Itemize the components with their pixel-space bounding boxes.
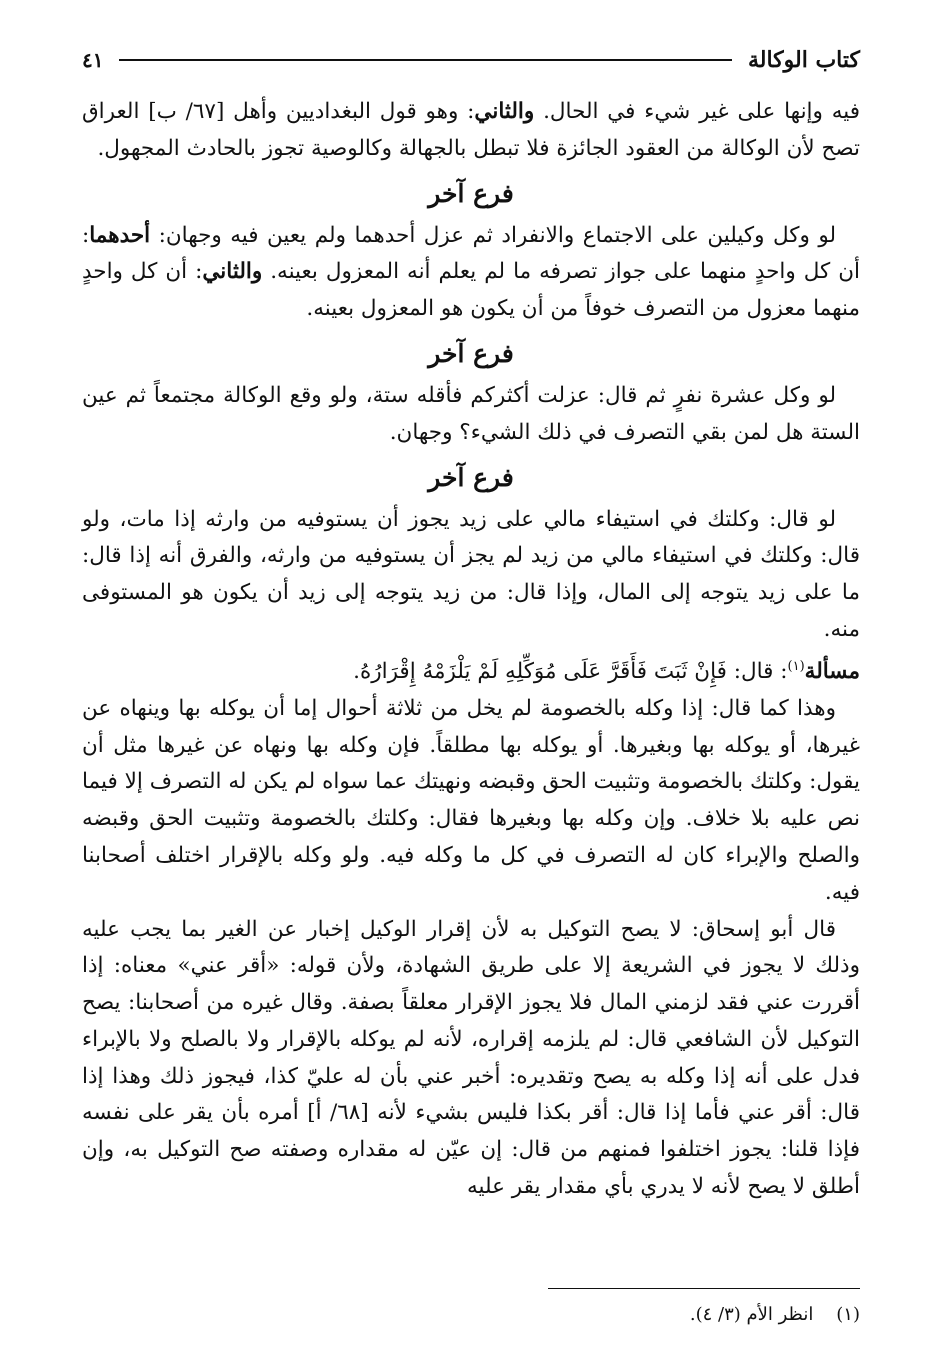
paragraph-1-text-a: فيه وإنها على غير شيء في الحال.	[534, 99, 860, 124]
paragraph-2	[82, 218, 860, 328]
masala-label: مسألة	[804, 658, 860, 684]
footnote-number: (١)	[836, 1304, 860, 1325]
section-heading-3: فرع آخر	[428, 462, 514, 492]
footnote-separator	[548, 1288, 860, 1289]
paragraph-4: لو قال: وكلتك في استيفاء مالي على زيد يجوز أن يستوفيه من وارثه إذا مات، ولو قال: وكلتك في استيفاء مالي من زيد لم يجز أن يستوفيه من وارثه، والفرق أنه إذا قال: ما على زيد يتوجه إلى المال، وإذا قال: من زيد يتوجه إلى زيد أن يكون هو المستوفى منه.	[82, 506, 860, 642]
masala-text: : قال: فَإِنْ ثَبَتَ فَأَقَرَّ عَلَى مُوَكِّلِهِ لَمْ يَلْزَمْهُ إِقْرَارُهُ.	[353, 658, 788, 684]
page-header	[82, 40, 860, 80]
paragraph-1	[82, 94, 860, 168]
footnote-marker: (١)	[787, 658, 805, 674]
paragraph-2-text-e: : أن كل واحدٍ منهما معزول من التصرف خوفاً من أن يكون هو المعزول بعينه.	[82, 259, 860, 322]
main-text	[82, 94, 860, 1206]
footnote-text: انظر الأم (٣/ ٤).	[689, 1304, 814, 1325]
section-heading-1: فرع آخر	[428, 178, 514, 208]
paragraph-2-text-a: لو وكل وكيلين على الاجتماع والانفراد ثم عزل أحدهما ولم يعين فيه وجهان:	[150, 222, 836, 248]
paragraph-2-text-c: : أن كل واحدٍ منهما على جواز تصرفه ما لم يعلم أنه المعزول بعينه.	[82, 222, 860, 285]
page-number: ٤١	[82, 48, 104, 72]
running-title: كتاب الوكالة	[747, 47, 860, 73]
footnote	[690, 1304, 860, 1325]
bold-term-first: أحدهما	[89, 222, 151, 248]
bold-term-second-2: والثاني	[202, 259, 263, 285]
header-rule	[119, 59, 731, 61]
paragraph-5-masala	[82, 649, 860, 691]
bold-term-second: والثاني	[474, 99, 535, 124]
paragraph-7: قال أبو إسحاق: لا يصح التوكيل به لأن إقرار الوكيل إخبار عن الغير بما يجب عليه وذلك لا يجوز في الشريعة إلا على طريق الشهادة، ولأن قوله: «أقر عني» معناه: إذا أقررت عني فقد لزمني المال فلا يجوز الإقرار معلقاً بصفة. وقال غيره من أصحابنا: يصح التوكيل لأن الشافعي قال: لم يلزمه إقراره، لأنه لم يوكله بالإقرار ولا بالصلح ولا بالإبراء فدل على أنه إذا وكله به يصح وتقديره: أخبر عني بأن له عليّ كذا، فيجوز ذلك وهذا إذا قال: أقر عني فأما إذا قال: أقر بكذا فليس بشيء لأنه [٦٨/ أ] أمره بأن يقر على نفسه فإذا قلنا: يجوز اختلفوا فمنهم من قال: إن عيّن له مقداره وصفته صح التوكيل به، وإن أطلق لا يصح لأنه لا يدري بأي مقدار يقر عليه	[82, 916, 860, 1200]
paragraph-6: وهذا كما قال: إذا وكله بالخصومة لم يخل من ثلاثة أحوال إما أن يوكله بها وينهاه عن غيرها، أو يوكله بها وبغيرها. أو يوكله بها مطلقاً. فإن وكله بها ونهاه عن غيرها مثل أن يقول: وكلتك بالخصومة وتثبيت الحق وقبضه ونهيتك عما سواه لم يكن له التصرف إلا فيما نص عليه بلا خلاف. وإن وكله بها وبغيرها فقال: وكلتك بالخصومة وتثبيت الحق وقبضه والصلح والإبراء كان له التصرف في كل ما وكله فيه. ولو وكله بالإقرار اختلف أصحابنا فيه.	[82, 695, 860, 905]
paragraph-1-text-c: : وهو قول البغداديين وأهل [٦٧/ ب] العراق تصح لأن الوكالة من العقود الجائزة فلا تبطل بالجهالة وكالوصية تجوز بالحادث المجهول.	[82, 99, 860, 161]
paragraph-3: لو وكل عشرة نفرٍ ثم قال: عزلت أكثركم فأقله ستة، ولو وقع الوكالة مجتمعاً ثم عين الستة هل لمن بقي التصرف في ذلك الشيء؟ وجهان.	[82, 382, 860, 445]
section-heading-2: فرع آخر	[428, 338, 514, 368]
